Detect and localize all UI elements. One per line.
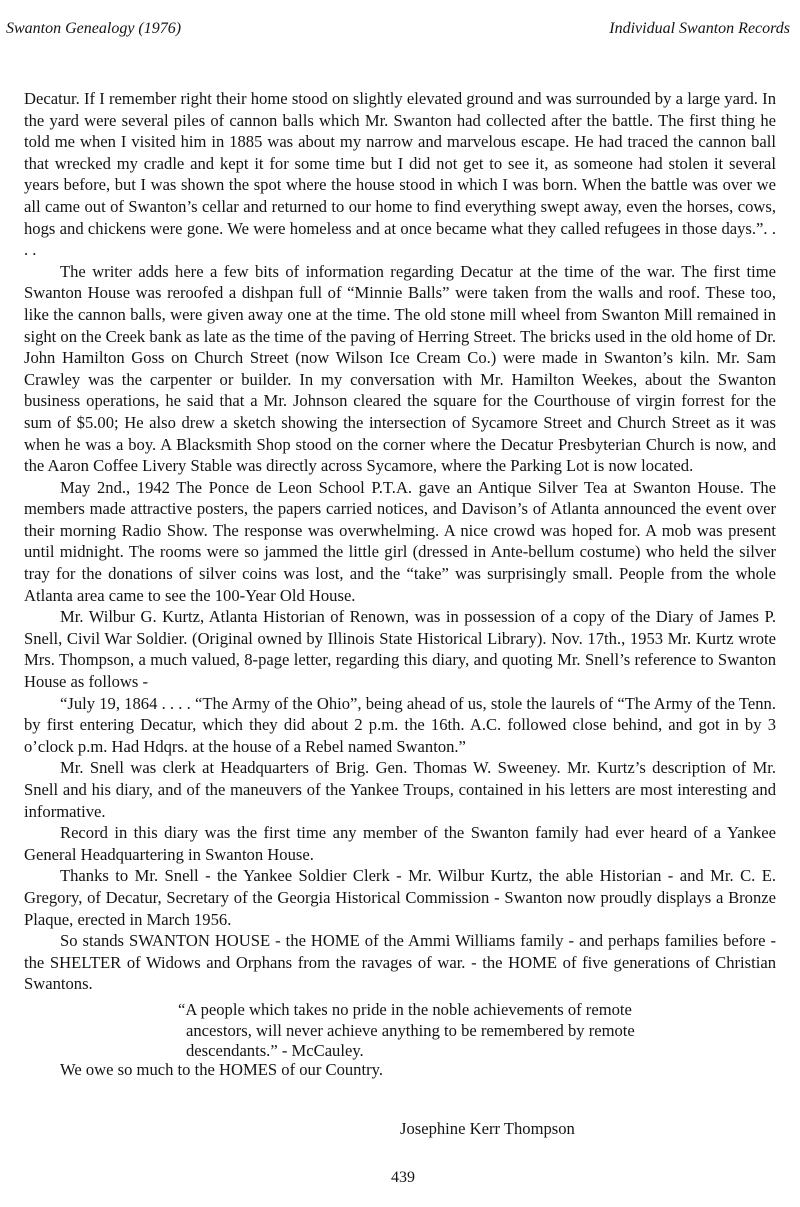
paragraph: Mr. Wilbur G. Kurtz, Atlanta Historian of Renown, was in possession of a copy of the Diary of James P. Snell, Civil War Soldier. (Original owned by Illinois State Historical Library). Nov. 17th., 1953 Mr. Kurtz wrote Mrs. Thompson, a much valued, 8-page letter, regarding this diary, and quoting Mr. Snell’s reference to Swanton House as follows -	[24, 607, 776, 692]
quote-line: descendants.” - McCauley.	[186, 1041, 364, 1060]
author-signature: Josephine Kerr Thompson	[400, 1119, 575, 1138]
paragraph-continued: Decatur. If I remember right their home stood on slightly elevated ground and was surrounded by a large yard. In the yard were several piles of cannon balls which Mr. Swanton had collected after the battle. The first thing he told me when I visited him in 1885 was about my narrow and marvelous escape. He had traced the cannon ball that wrecked my cradle and kept it for some time but I did not get to see it, as someone had stolen it several years before, but I was shown the spot where the house stood in which I was born. When the battle was over we all came out of Swanton’s cellar and returned to our home to find everything swept away, even the horses, cows, hogs and chickens were gone. We were homeless and at once became what they called refugees in those days.”. . . .	[24, 89, 776, 260]
running-header	[6, 20, 790, 42]
paragraph: Record in this diary was the first time any member of the Swanton family had ever heard of a Yankee General Headquartering in Swanton House.	[24, 823, 776, 864]
header-book-title: Swanton Genealogy (1976)	[6, 20, 182, 37]
main-text	[24, 88, 776, 995]
paragraph: May 2nd., 1942 The Ponce de Leon School P.T.A. gave an Antique Silver Tea at Swanton House. The members made attractive posters, the papers carried notices, and Davison’s of Atlanta announced the event over their morning Radio Show. The response was overwhelming. A nice crowd was hoped for. A mob was present until midnight. The rooms were so jammed the little girl (dressed in Ante-bellum costume) who held the silver tray for the donations of silver coins was lost, and the “take” was surprisingly small. People from the whole Atlanta area came to see the 100-Year Old House.	[24, 477, 776, 605]
block-quote	[178, 1000, 678, 1062]
quote-line: “A people which takes no pride in the noble achievements of remote	[178, 1000, 632, 1019]
closing-line: We owe so much to the HOMES of our Country.	[60, 1060, 383, 1079]
paragraph: Thanks to Mr. Snell - the Yankee Soldier Clerk - Mr. Wilbur Kurtz, the able Historian - and Mr. C. E. Gregory, of Decatur, Secretary of the Georgia Historical Commission - Swanton now proudly displays a Bronze Plaque, erected in March 1956.	[24, 866, 776, 929]
paragraph: So stands SWANTON HOUSE - the HOME of the Ammi Williams family - and perhaps families before - the SHELTER of Widows and Orphans from the ravages of war. - the HOME of five generations of Christian Swantons.	[24, 931, 776, 994]
paragraph: The writer adds here a few bits of information regarding Decatur at the time of the war. The first time Swanton House was reroofed a dishpan full of “Minnie Balls” were taken from the walls and roof. These too, like the cannon balls, were given away one at the time. The old stone mill wheel from Swanton Mill remained in sight on the Creek bank as late as the time of the paving of Herring Street. The bricks used in the old home of Dr. John Hamilton Goss on Church Street (now Wilson Ice Cream Co.) were made in Swanton’s kiln. Mr. Sam Crawley was the carpenter or builder. In my conversation with Mr. Hamilton Weekes, about the Swanton business operations, he said that a Mr. Johnson cleared the square for the Courthouse of virgin forrest for the sum of $5.00; He also drew a sketch showing the intersection of Sycamore Street and Church Street as it was when he was a boy. A Blacksmith Shop stood on the corner where the Decatur Presbyterian Church is now, and the Aaron Coffee Livery Stable was directly across Sycamore, where the Parking Lot is now located.	[24, 261, 776, 476]
paragraph: Mr. Snell was clerk at Headquarters of Brig. Gen. Thomas W. Sweeney. Mr. Kurtz’s description of Mr. Snell and his diary, and of the maneuvers of the Yankee Troups, contained in his letters are most interesting and informative.	[24, 758, 776, 821]
header-section-title: Individual Swanton Records	[609, 20, 790, 37]
paragraph: “July 19, 1864 . . . . “The Army of the Ohio”, being ahead of us, stole the laurels of “The Army of the Tenn. by first entering Decatur, which they did about 2 p.m. the 16th. A.C. followed close behind, and got in by 3 o’clock p.m. Had Hdqrs. at the house of a Rebel named Swanton.”	[24, 693, 776, 756]
page-number: 439	[391, 1169, 415, 1186]
quote-line: ancestors, will never achieve anything to be remembered by remote	[186, 1020, 635, 1040]
